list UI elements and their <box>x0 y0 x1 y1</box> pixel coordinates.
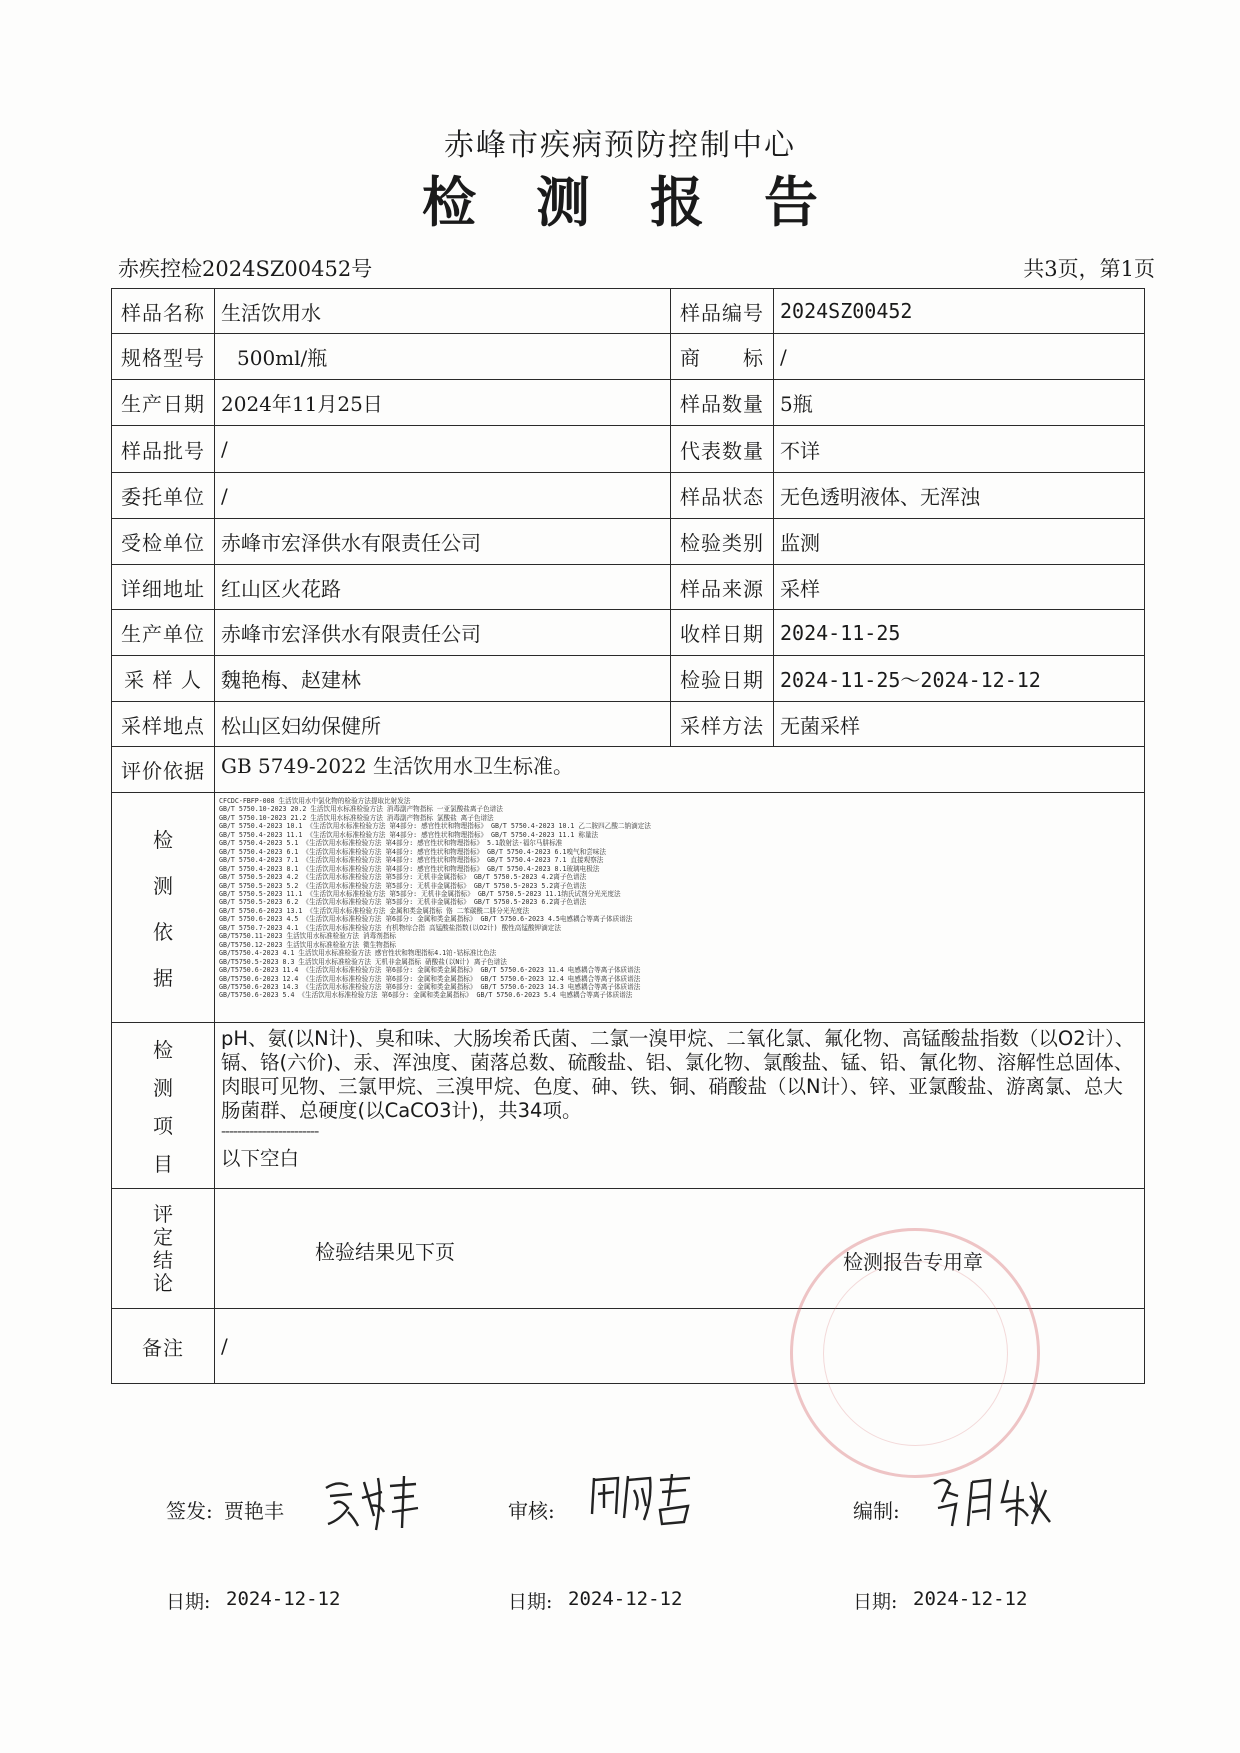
remarks-value: / <box>215 1309 1145 1384</box>
sample-source-label: 样品来源 <box>671 565 774 610</box>
batch-no-label: 样品批号 <box>112 426 215 473</box>
method-line: GB/T5750.11-2023 生活饮用水标准检验方法 消毒剂指标 <box>219 932 396 941</box>
items-label-char: 目 <box>153 1151 173 1176</box>
methods-label <box>112 793 215 1023</box>
sample-name-value: 生活饮用水 <box>215 289 671 334</box>
methods-label-char: 测 <box>153 874 173 899</box>
sample-qty-value: 5瓶 <box>774 380 1145 426</box>
seal-text: 检测报告专用章 <box>843 1250 983 1274</box>
method-line: GB/T 5750.10-2023 21.2 生活饮用水标准检验方法 消毒副产物指标 氯酸盐 离子色谱法 <box>219 813 494 822</box>
sampler-label: 采 样 人 <box>112 656 215 702</box>
sampling-method-value: 无菌采样 <box>774 702 1145 747</box>
batch-no-value: / <box>215 426 671 473</box>
report-number: 赤疾控检2024SZ00452号 <box>118 257 373 281</box>
conclusion-text: 检验结果见下页 <box>315 1240 455 1264</box>
conclusion-label-char: 论 <box>153 1270 173 1295</box>
sample-source-value: 采样 <box>774 565 1145 610</box>
organization-name: 赤峰市疾病预防控制中心 <box>444 128 796 163</box>
sampler-value: 魏艳梅、赵建林 <box>215 656 671 702</box>
conclusion-label-char: 结 <box>153 1247 173 1272</box>
page-info: 共3页，第1页 <box>1023 257 1155 281</box>
sampling-site-value: 松山区妇幼保健所 <box>215 702 671 747</box>
sample-code-value: 2024SZ00452 <box>774 289 1145 334</box>
test-category-label: 检验类别 <box>671 519 774 565</box>
method-line: GB/T 5750.5-2023 6.2 《生活饮用水标准检验方法 第5部分: 无机非金属指标》 GB/T 5750.5-2023 6.2离子色谱法 <box>219 898 587 907</box>
spec-label: 规格型号 <box>112 334 215 380</box>
sample-state-value: 无色透明液体、无浑浊 <box>774 473 1145 519</box>
conclusion-label-char: 定 <box>153 1224 173 1249</box>
test-date-value: 2024-11-25～2024-12-12 <box>774 656 1145 702</box>
receive-date-label: 收样日期 <box>671 610 774 656</box>
report-title: 检测报告 <box>422 170 878 234</box>
method-line: GB/T5750.6-2023 14.3 《生活饮用水标准检验方法 第6部分: 金属和类金属指标》 GB/T 5750.6-2023 14.3 电感耦合等离子体质谱法 <box>219 982 641 991</box>
criteria-value: GB 5749-2022 生活饮用水卫生标准。 <box>215 747 1145 793</box>
production-date-value: 2024年11月25日 <box>215 380 671 426</box>
method-line: CFCDC-FBFP-008 生活饮用水中氯化物的检验方法提取比射发法 <box>219 797 411 805</box>
method-line: GB/T5750.6-2023 12.4 《生活饮用水标准检验方法 第6部分: 金属和类金属指标》 GB/T 5750.6-2023 12.4 电感耦合等离子体质谱法 <box>219 974 641 983</box>
spec-value: 500ml/瓶 <box>215 334 671 380</box>
address-value: 红山区火花路 <box>215 565 671 610</box>
conclusion-label-char: 评 <box>153 1201 173 1226</box>
official-seal <box>790 1228 1040 1478</box>
inspected-unit-label: 受检单位 <box>112 519 215 565</box>
compiler-label: 编制: <box>853 1499 900 1523</box>
sample-state-label: 样品状态 <box>671 473 774 519</box>
blank-note: 以下空白 <box>221 1147 300 1170</box>
test-items <box>215 1023 1145 1189</box>
methods-list <box>215 793 1145 1023</box>
test-category-value: 监测 <box>774 519 1145 565</box>
sample-code-label: 样品编号 <box>671 289 774 334</box>
method-line: GB/T 5750.7-2023 4.1 《生活饮用水标准检验方法 有机物综合指 高锰酸盐指数(以O2计) 酸性高锰酸钾滴定法 <box>219 923 561 932</box>
client-value: / <box>215 473 671 519</box>
issuer-name: 贾艳丰 <box>224 1499 284 1523</box>
methods-label-char: 检 <box>153 828 173 853</box>
compiler-date-label: 日期: <box>853 1591 898 1613</box>
report-table <box>111 288 1145 1384</box>
criteria-label: 评价依据 <box>112 747 215 793</box>
method-line: GB/T5750.5-2023 8.3 生活饮用水标准检验方法 无机非金属指标 硝酸盐(以N计) 离子色谱法 <box>219 957 507 966</box>
compiler-date: 2024-12-12 <box>913 1588 1028 1610</box>
separator-line: ------------------------ <box>221 1124 319 1140</box>
method-line: GB/T 5750.5-2023 11.1 《生活饮用水标准检验方法 第5部分: 无机非金属指标》 GB/T 5750.5-2023 11.1纳氏试剂分光光度法 <box>219 889 621 898</box>
compiler-signature <box>928 1472 1058 1532</box>
method-line: GB/T 5750.4-2023 7.1 《生活饮用水标准检验方法 第4部分: 感官性状和物理指标》 GB/T 5750.4-2023 7.1 直接观察法 <box>219 856 604 865</box>
sampling-method-label: 采样方法 <box>671 702 774 747</box>
represent-qty-value: 不详 <box>774 426 1145 473</box>
production-date-label: 生产日期 <box>112 380 215 426</box>
items-label-char: 测 <box>153 1076 173 1101</box>
items-label-char: 检 <box>153 1038 173 1063</box>
method-line: GB/T 5750.5-2023 5.2 《生活饮用水标准检验方法 第5部分: 无机非金属指标》 GB/T 5750.5-2023 5.2离子色谱法 <box>219 881 587 890</box>
test-date-label: 检验日期 <box>671 656 774 702</box>
methods-label-char: 依 <box>153 919 173 944</box>
issuer-label: 签发: <box>166 1499 213 1523</box>
seal-inner-ring <box>823 1261 1008 1446</box>
client-label: 委托单位 <box>112 473 215 519</box>
method-line: GB/T 5750.10-2023 20.2 生活饮用水标准检验方法 消毒副产物指标 一亚氯酸盐离子色谱法 <box>219 805 503 814</box>
reviewer-signature <box>588 1470 698 1530</box>
reviewer-date: 2024-12-12 <box>568 1588 683 1610</box>
sampling-site-label: 采样地点 <box>112 702 215 747</box>
method-line: GB/T 5750.4-2023 10.1 《生活饮用水标准检验方法 第4部分: 感官性状和物理指标》 GB/T 5750.4-2023 10.1 乙二胺四乙酸二钠滴定法 <box>219 822 651 831</box>
producer-label: 生产单位 <box>112 610 215 656</box>
brand-label: 商 标 <box>671 334 774 380</box>
conclusion-label <box>112 1189 215 1309</box>
method-line: GB/T5750.12-2023 生活饮用水标准检验方法 微生物指标 <box>219 940 396 949</box>
receive-date-value: 2024-11-25 <box>774 610 1145 656</box>
method-line: GB/T5750.6-2023 5.4 《生活饮用水标准检验方法 第6部分: 金属和类金属指标》 GB/T 5750.6-2023 5.4 电感耦合等离子体质谱法 <box>219 991 633 1000</box>
issuer-date-label: 日期: <box>166 1591 211 1613</box>
brand-value: / <box>774 334 1145 380</box>
remarks-label: 备注 <box>112 1309 215 1384</box>
producer-value: 赤峰市宏泽供水有限责任公司 <box>215 610 671 656</box>
inspected-unit-value: 赤峰市宏泽供水有限责任公司 <box>215 519 671 565</box>
method-line: GB/T 5750.4-2023 11.1 《生活饮用水标准检验方法 第4部分: 感官性状和物理指标》 GB/T 5750.4-2023 11.1 称量法 <box>219 830 599 839</box>
reviewer-date-label: 日期: <box>508 1591 553 1613</box>
address-label: 详细地址 <box>112 565 215 610</box>
items-label-char: 项 <box>153 1113 173 1138</box>
sample-name-label: 样品名称 <box>112 289 215 334</box>
methods-label-char: 据 <box>153 965 173 990</box>
issuer-signature <box>318 1468 428 1538</box>
method-line: GB/T 5750.6-2023 13.1 《生活饮用水标准检验方法 金属和类金属指标 铬 二苯碳酰二肼分光光度法 <box>219 906 530 915</box>
method-line: GB/T 5750.5-2023 4.2 《生活饮用水标准检验方法 第5部分: 无机非金属指标》 GB/T 5750.5-2023 4.2离子色谱法 <box>219 873 587 882</box>
issuer-date: 2024-12-12 <box>226 1588 341 1610</box>
items-label <box>112 1023 215 1189</box>
sample-qty-label: 样品数量 <box>671 380 774 426</box>
test-items-text: pH、氨(以N计)、臭和味、大肠埃希氏菌、二氯一溴甲烷、二氧化氯、氟化物、高锰酸盐指数（以O2计）、镉、铬(六价)、汞、浑浊度、菌落总数、硫酸盐、铝、氯化物、氯酸盐、锰、铅、氰化物、溶解性总固体、肉眼可见物、三氯甲烷、三溴甲烷、色度、砷、铁、铜、硝酸盐（以N计）、锌、亚氯酸盐、游离氯、总大肠菌群、总硬度(以CaCO3计)，共34项。 <box>221 1027 1135 1122</box>
method-line: GB/T5750.4-2023 4.1 生活饮用水标准检验方法 感官性状和物理指标4.1铂-钴标准比色法 <box>219 949 497 958</box>
method-line: GB/T 5750.4-2023 5.1 《生活饮用水标准检验方法 第4部分: 感官性状和物理指标》 5.1散射法-福尔马肼标准 <box>219 839 563 848</box>
represent-qty-label: 代表数量 <box>671 426 774 473</box>
method-line: GB/T5750.6-2023 11.4 《生活饮用水标准检验方法 第6部分: 金属和类金属指标》 GB/T 5750.6-2023 11.4 电感耦合等离子体质谱法 <box>219 966 641 975</box>
method-line: GB/T 5750.6-2023 4.5 《生活饮用水标准检验方法 第6部分: 金属和类金属指标》 GB/T 5750.6-2023 4.5电感耦合等离子体质谱法 <box>219 915 633 924</box>
method-line: GB/T 5750.4-2023 8.1 《生活饮用水标准检验方法 第4部分: 感官性状和物理指标》 GB/T 5750.4-2023 8.1玻璃电极法 <box>219 864 600 873</box>
reviewer-label: 审核: <box>508 1499 555 1523</box>
method-line: GB/T 5750.4-2023 6.1 《生活饮用水标准检验方法 第4部分: 感官性状和物理指标》 GB/T 5750.4-2023 6.1嗅气和尝味法 <box>219 847 607 856</box>
